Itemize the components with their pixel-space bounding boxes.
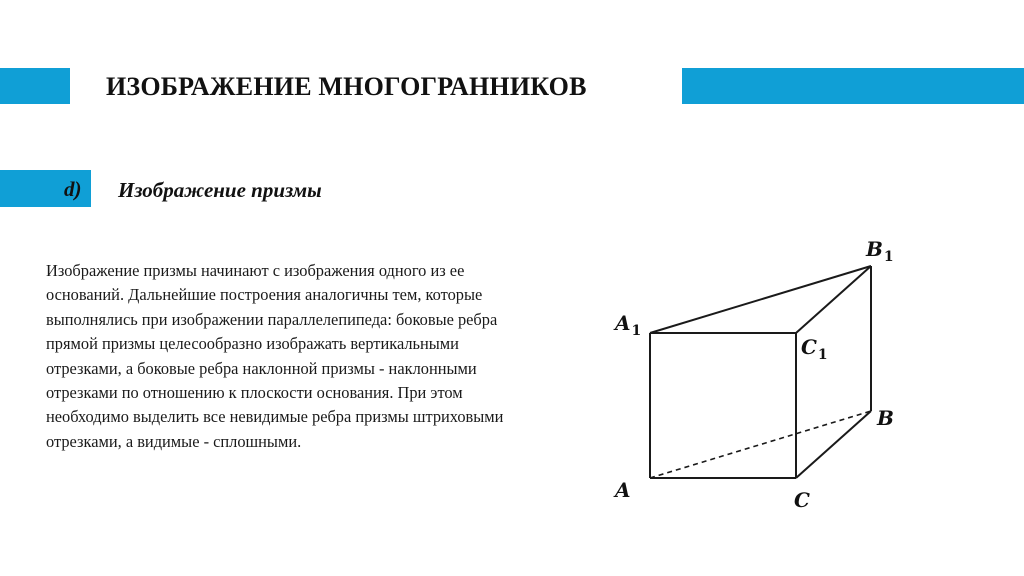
edge-a1-b1	[650, 266, 871, 333]
vertex-label-a: A	[615, 478, 631, 502]
vertex-label-b1: $B_1$	[866, 237, 894, 265]
vertex-label-b: B	[877, 406, 894, 430]
body-paragraph: Изображение призмы начинают с изображения одного из ее оснований. Дальнейшие построения аналогичны тем, которые выполнялись при изображении параллелепипеда: боковые ребра прямой призмы целесообразно изображать вертикальными отрезками, а боковые ребра наклонной призмы - наклонными отрезками по отношению к плоскости основания. При этом необходимо выделить все невидимые ребра призмы штриховыми отрезками, а видимые - сплошными.	[46, 261, 504, 451]
edge-c-b	[796, 411, 871, 478]
vertex-label-a1: $A_1$	[615, 311, 642, 339]
slide-title: ИЗОБРАЖЕНИЕ МНОГОГРАННИКОВ	[106, 72, 587, 101]
section-marker: d)	[64, 177, 82, 201]
edge-a-b-hidden	[650, 411, 871, 478]
edge-c1-b1	[796, 266, 871, 333]
section-title: Изображение призмы	[118, 178, 322, 202]
vertex-label-c: C	[794, 488, 810, 512]
vertex-label-c1: $C_1$	[801, 335, 828, 363]
